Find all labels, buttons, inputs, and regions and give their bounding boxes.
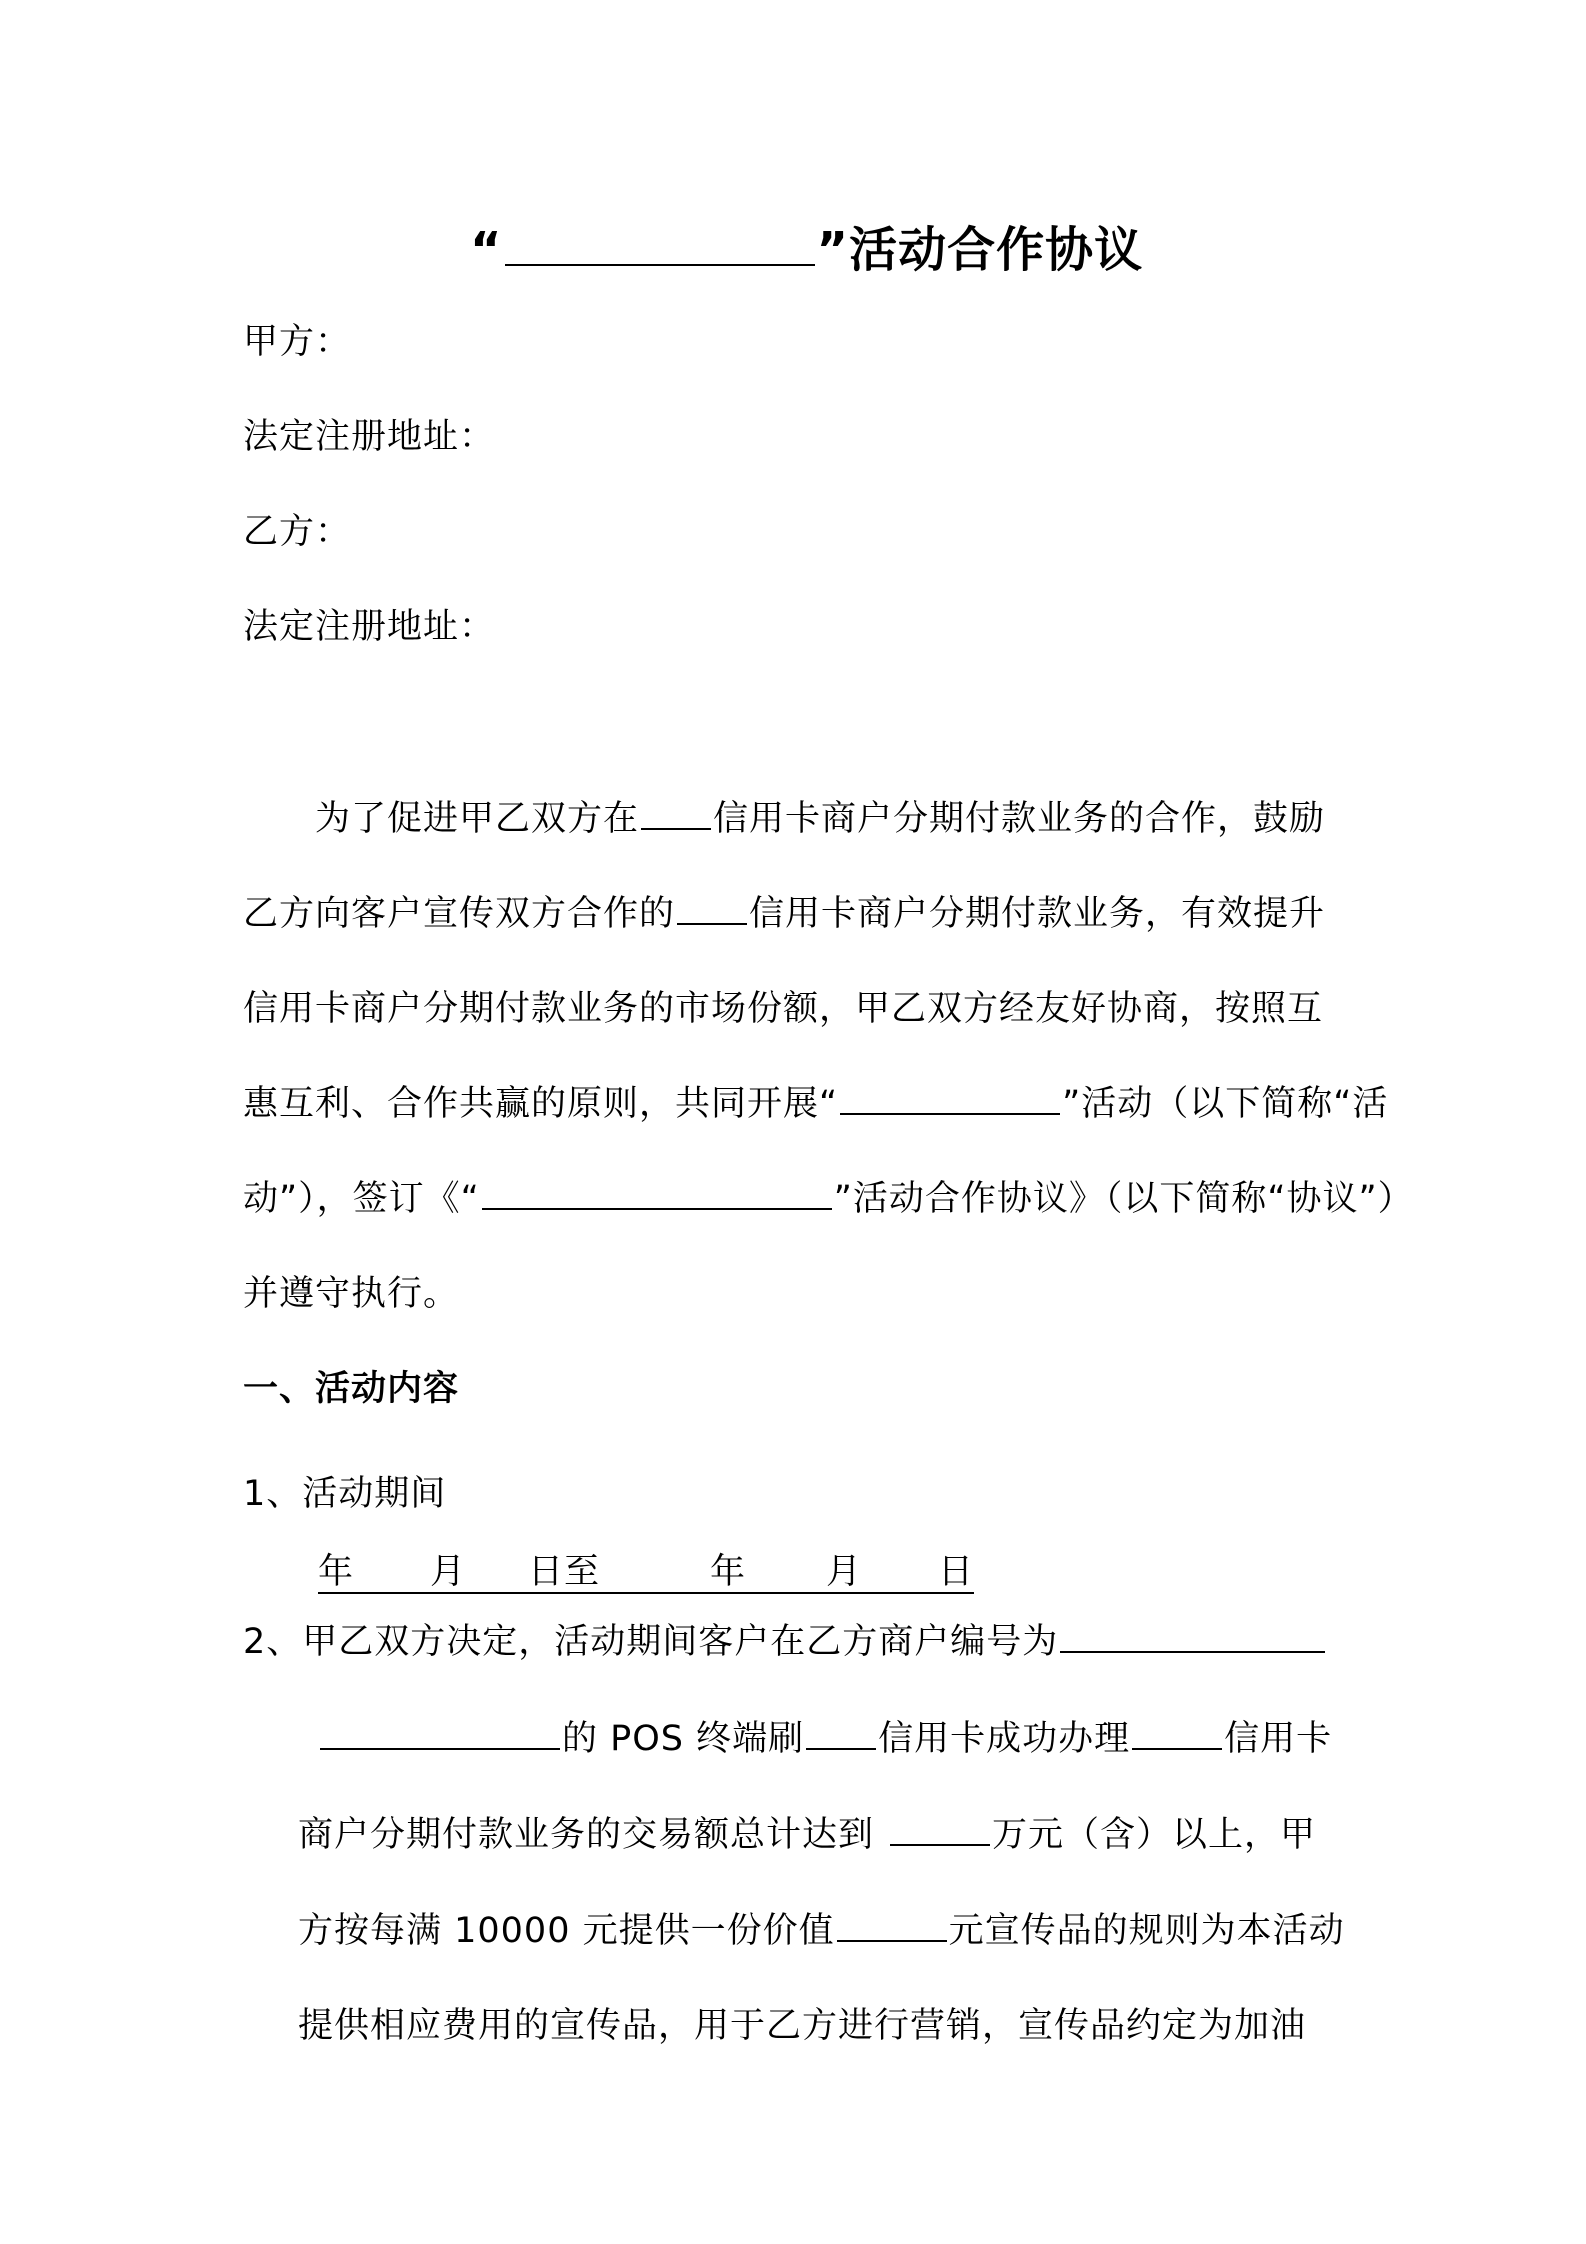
intro-line-6: 并遵守执行。: [243, 1274, 460, 1314]
item-2-line-4: 方按每满 10000 元提供一份价值 元宣传品的规则为本活动: [298, 1911, 1345, 1951]
blank-field: [840, 1085, 1060, 1115]
intro-line-1: 为了促进甲乙双方在 信用卡商户分期付款业务的合作，鼓励: [315, 799, 1326, 839]
period-day-start: 日至: [528, 1552, 601, 1592]
blank-field: [641, 800, 711, 830]
value-blank: [837, 1912, 947, 1942]
party-b-address-label: 法定注册地址：: [243, 607, 496, 647]
party-a-label: 甲方：: [243, 322, 352, 362]
period-underline: [318, 1592, 974, 1594]
title-blank: [505, 228, 815, 266]
party-b-label: 乙方：: [243, 512, 352, 552]
period-month-end: 月: [826, 1552, 863, 1592]
amount-blank: [890, 1816, 990, 1846]
title-text: ”活动合作协议: [816, 222, 1144, 278]
period-month-start: 月: [430, 1552, 467, 1592]
blank-field: [482, 1180, 832, 1210]
document-title: [470, 222, 1143, 278]
period-day-end: 日: [938, 1552, 975, 1592]
intro-line-5: 动”），签订《“ ”活动合作协议》（以下简称“协议”）: [243, 1179, 1414, 1219]
period-year-start: 年: [318, 1552, 355, 1592]
section-heading: 一、活动内容: [243, 1369, 460, 1409]
intro-line-2: 乙方向客户宣传双方合作的 信用卡商户分期付款业务，有效提升: [243, 894, 1326, 934]
blank-field: [1132, 1720, 1222, 1750]
merchant-id-blank-cont: [320, 1720, 560, 1750]
party-a-address-label: 法定注册地址：: [243, 417, 496, 457]
blank-field: [806, 1720, 876, 1750]
title-open-quote: “: [470, 222, 503, 278]
item-1-period-label: 1、活动期间: [243, 1474, 447, 1514]
intro-line-3: 信用卡商户分期付款业务的市场份额，甲乙双方经友好协商，按照互: [243, 989, 1324, 1029]
item-2-line-5: 提供相应费用的宣传品，用于乙方进行营销，宣传品约定为加油: [298, 2006, 1307, 2046]
period-year-end: 年: [710, 1552, 747, 1592]
blank-field: [677, 895, 747, 925]
item-2-line-3: 商户分期付款业务的交易额总计达到 万元（含）以上，甲: [298, 1815, 1317, 1855]
item-2-line-1: 2、甲乙双方决定，活动期间客户在乙方商户编号为: [243, 1622, 1327, 1662]
merchant-id-blank: [1060, 1623, 1325, 1653]
intro-line-4: 惠互利、合作共赢的原则，共同开展“ ”活动（以下简称“活: [243, 1084, 1389, 1124]
item-2-line-2: 的 POS 终端刷 信用卡成功办理 信用卡: [318, 1719, 1332, 1759]
